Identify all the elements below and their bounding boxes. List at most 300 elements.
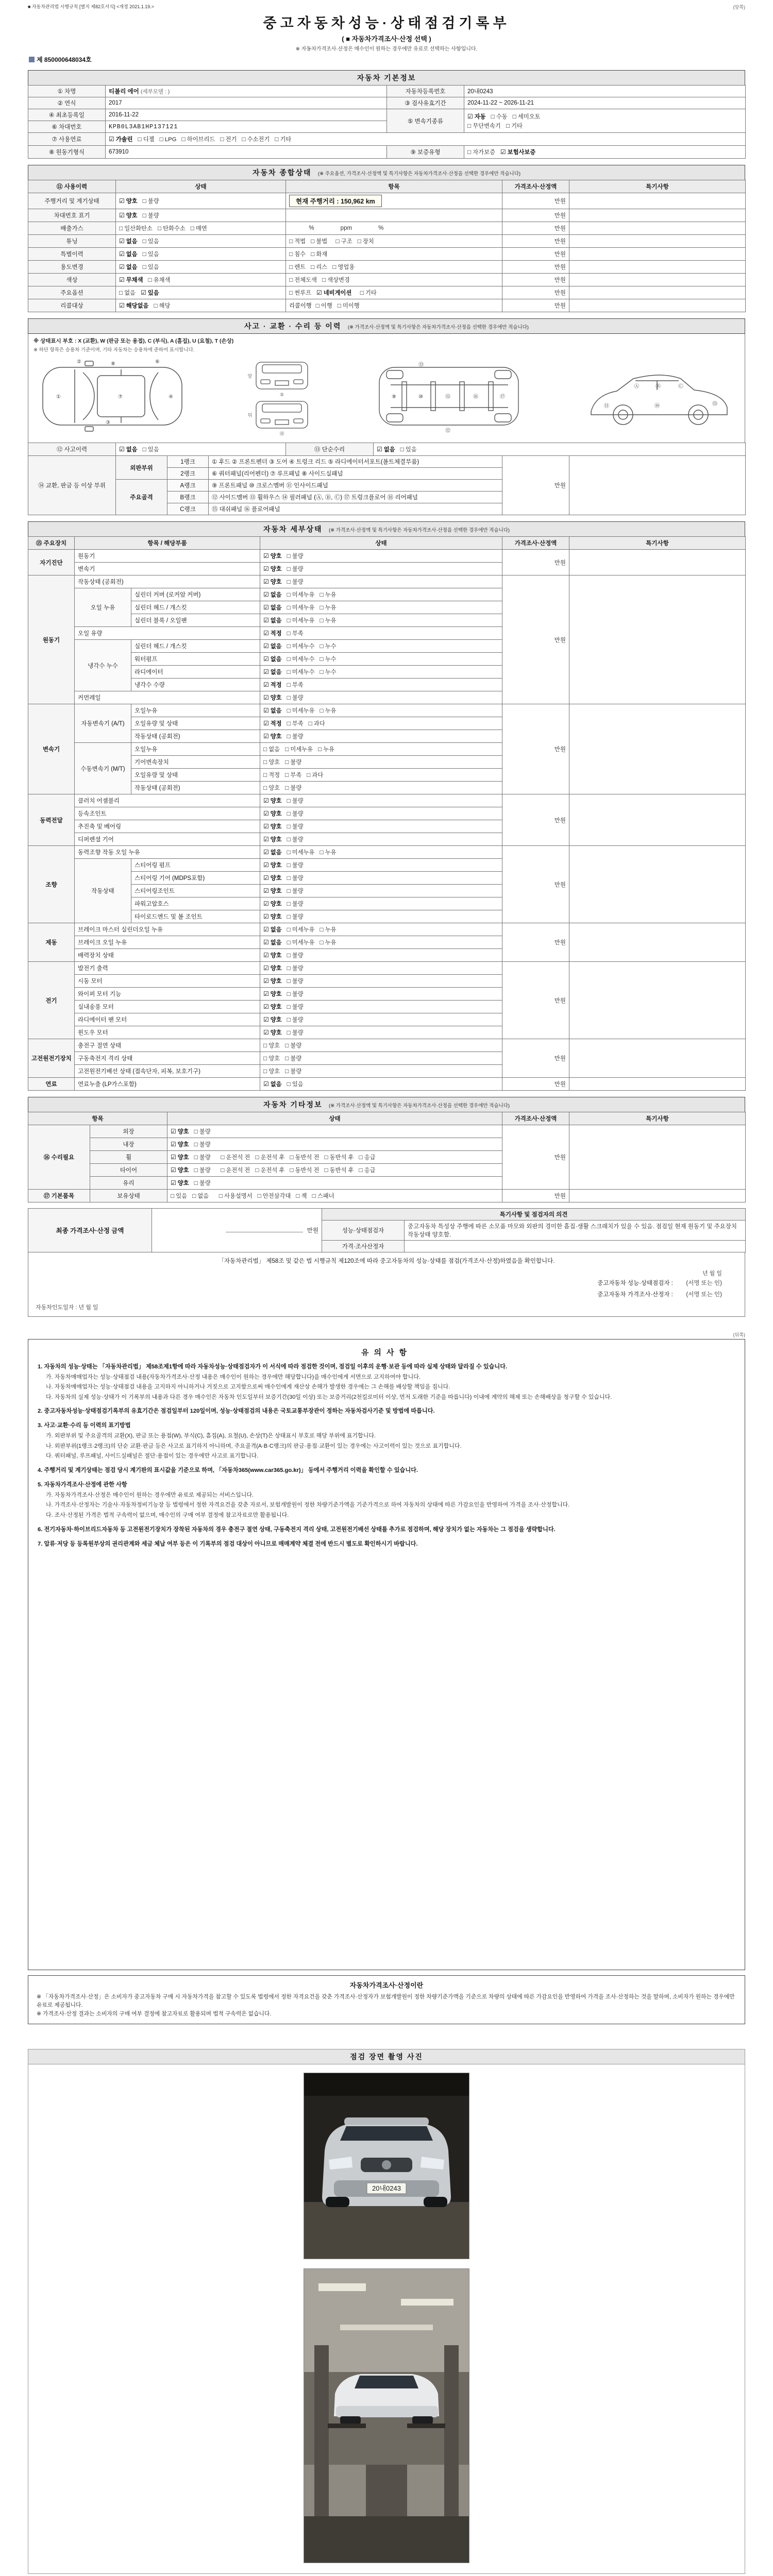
checkbox-option: ☑ 없음 [119,238,138,245]
unchecked-box-icon: □ [332,263,337,270]
usage-item-label: 튜닝 [28,235,116,248]
reg-no-label: 자동차등록번호 [387,86,464,97]
section-title: 자동차 세부상태 [263,525,323,533]
unchecked-box-icon: □ [320,939,324,946]
part-status [260,1026,502,1039]
remark-cell [569,222,746,235]
remark-cell [569,286,746,299]
fuel-label: ⑦ 사용연료 [28,133,106,146]
checkbox-option: □ 있음 [287,1080,304,1088]
unchecked-box-icon: □ [142,238,146,245]
unchecked-box-icon: □ [287,861,291,869]
etc-table: 항목 상태 가격조사·산정액 특기사항 ⑯ 수리필요 외장 ☑ 양호 □ 불량 만원 내장 ☑ 양호 □ 불량 휠 ☑ 양호 □ 불량 □ 운전석 전 □ 운전석 후 □ 동반석 전 □ 동반석 후 □ 응급 타이어 ☑ 양호 □ 불량 □ 운전석 전 □ 운전석 후 □ 동반석 전 □ 동반석 후 □ 응급 유리 ☑ 양호 □ 불량 ⑰ 기본품목 보유상태 □ 있음 □ 없음 □ 사용설명서 □ 안전삼각대 □ 잭 □ 스패너 만원 [28,1112,746,1202]
unchecked-box-icon: □ [357,238,361,245]
unchecked-box-icon: □ [263,1055,267,1062]
checkbox-option: □ 미세누유 [287,591,315,598]
unchecked-box-icon: □ [360,289,364,296]
unchecked-box-icon: □ [315,302,320,309]
remark-cell [569,550,746,575]
comprehensive-row [28,274,746,286]
svg-text:⑩: ⑩ [418,394,424,400]
part-status [260,614,502,627]
final-price-label: 최종 가격조사·산정 금액 [28,1209,152,1252]
checkbox-option: ☑ 양호 [263,861,282,869]
section-title: 점검 장면 촬영 사진 [350,2052,423,2061]
checkbox-option: □ LPG [159,135,177,143]
opinion-header: 특기사항 및 점검자의 의견 [322,1209,746,1221]
exchange-label: ⑭ 교환, 판금 등 이상 부위 [28,456,116,515]
comprehensive-header [28,165,745,180]
unchecked-box-icon: □ [311,263,315,270]
etc-group-name: ⑰ 기본품목 [28,1190,90,1202]
part-name: 클러치 어셈블리 [75,794,260,807]
checkbox-option: □ 전기 [220,135,237,143]
checkbox-option: ☑ 적정 [263,681,282,688]
usage-item-status [116,248,286,261]
checked-box-icon: ☑ [171,1179,176,1187]
unchecked-box-icon: □ [287,668,291,675]
unchecked-box-icon: □ [287,591,291,598]
rank-name: 1랭크 [167,456,209,468]
checked-box-icon: ☑ [263,630,269,637]
usage-item-label: 특별이력 [28,248,116,261]
comprehensive-row [28,222,746,235]
checked-box-icon: ☑ [263,720,269,727]
checkbox-option: ☑ 양호 [263,900,282,907]
svg-text:Ⓒ: Ⓒ [678,384,683,389]
checked-box-icon: ☑ [263,810,269,817]
unchecked-box-icon: □ [263,745,267,753]
checked-box-icon: ☑ [263,861,269,869]
engine-type-label: ⑧ 원동기형식 [28,146,106,159]
remark-cell [569,274,746,286]
checkbox-option: □ 불량 [287,900,304,907]
unchecked-box-icon: □ [287,823,291,830]
part-name: 브레이크 오일 누유 [75,936,260,949]
section-title: 사고 · 교환 · 수리 등 이력 [244,322,342,330]
checkbox-option: ☑ 없음 [119,446,138,453]
svg-text:⑬: ⑬ [418,362,424,368]
vin-value: KPB0L3AB1HP137121 [106,121,387,133]
final-price-table [28,1208,746,1252]
part-name: 오일누유 [131,743,260,756]
part-name: 파워고압호스 [131,897,260,910]
unchecked-box-icon: □ [142,446,146,453]
usage-item-label: 리콜대상 [28,299,116,312]
detail-row [28,1039,746,1052]
car-name: 티볼리 에어 [109,89,139,95]
part-status [260,1078,502,1091]
part-name: 디퍼렌셜 기어 [75,833,260,846]
part-name: 충전구 절연 상태 [75,1039,260,1052]
etc-part-name: 유리 [90,1177,167,1190]
unchecked-box-icon: □ [320,604,324,611]
part-name: 와이퍼 모터 기능 [75,988,260,1001]
unchecked-box-icon: □ [307,771,311,778]
price-unit-cell: 만원 [502,962,569,1039]
notice-item-sub: 가. 외판부위 및 주요골격의 교환(X), 판금 또는 용접(W), 부식(C), 흠집(A), 요철(U), 손상(T)은 상태표시 부호로 해당 부위에 표기합니다. [46,1433,376,1439]
page-marker-front: (앞쪽) [733,5,745,10]
etc-header [28,1097,745,1112]
opinion-inspector-label: 성능·상태점검자 [322,1221,405,1241]
unchecked-box-icon: □ [171,1192,175,1199]
svg-text:Ⓑ: Ⓑ [655,384,661,389]
checkbox-option: □ 불량 [287,861,304,869]
checkbox-option: □ 불량 [287,887,304,894]
checked-box-icon: ☑ [263,952,269,959]
section-title: 자동차 기타정보 [263,1100,323,1109]
checkbox-option: ☑ 없음 [263,1080,282,1088]
part-name: 타이로드엔드 및 볼 조인트 [131,910,260,923]
etc-row [28,1125,746,1138]
part-status [260,1001,502,1013]
checkbox-option: ☑ 네비게이션 [316,289,352,296]
year-value: 2017 [106,97,387,109]
checkbox-option: □ 누유 [320,617,337,624]
device-subgroup-name: 냉각수 누수 [75,640,131,691]
comprehensive-row [28,209,746,222]
checkbox-option: □ 누수 [320,668,337,675]
checkbox-option: □ 구조 [335,238,352,245]
unchecked-box-icon: □ [320,591,324,598]
section-note: (※ 주요옵션, 가격조사·산정액 및 특기사항은 자동차가격조사·산정을 선택한 경우에만 적습니다) [317,171,521,177]
svg-text:⑪: ⑪ [603,403,609,409]
odometer-value: 현재 주행거리 : 150,962 km [289,195,382,207]
comprehensive-row [28,286,746,299]
checkbox-option: □ 불량 [194,1141,211,1148]
etc-part-status [167,1151,502,1164]
price-unit-cell: 만원 [502,261,569,274]
svg-text:⑱: ⑱ [279,431,284,436]
price-unit-cell: 만원 [502,1190,569,1202]
checkbox-option: ☑ 양호 [263,552,282,560]
final-price-blank [226,1226,303,1232]
rank-name: B랭크 [167,492,209,503]
checkbox-option: ☑ 없음 [119,250,138,258]
checkbox-option: □ 불법 [311,238,328,245]
etc-section [28,1097,745,1202]
checkbox-option: ☑ 양호 [263,836,282,843]
part-status [260,653,502,666]
checkbox-option: □ 화재 [311,250,328,258]
device-group-name: 고전원전기장치 [28,1039,75,1078]
checkbox-option: □ 미세누유 [285,745,313,753]
checkbox-option: ☑ 양호 [171,1141,189,1148]
checkbox-option: □ 색상변경 [322,276,350,283]
checked-box-icon: ☑ [263,565,269,572]
checkbox-option: ☑ 없음 [263,668,282,675]
price-unit-cell: 만원 [502,274,569,286]
usage-item-label: 배출가스 [28,222,116,235]
checkbox-option: □ 누수 [320,655,337,663]
basic-info-table [28,85,746,159]
checkbox-option: □ 부족 [287,630,304,637]
unchecked-box-icon: □ [317,745,322,753]
device-subgroup-name: 수동변속기 (M/T) [75,743,131,794]
unchecked-box-icon: □ [194,1128,198,1135]
price-unit-cell: 만원 [502,222,569,235]
unchecked-box-icon: □ [255,1166,259,1174]
unchecked-box-icon: □ [287,1029,291,1036]
remark-cell [569,1125,746,1190]
part-name: 실린더 헤드 / 개스킷 [131,601,260,614]
checkbox-option: □ 기타 [360,289,377,296]
checkbox-option: □ 양호 [263,1067,280,1075]
part-status [260,601,502,614]
vin-label: ⑥ 차대번호 [28,121,106,133]
checkbox-option: □ 불량 [287,1003,304,1010]
unchecked-box-icon: □ [138,135,142,143]
checkbox-option: ☑ 가솔린 [109,135,133,143]
status-code-legend: ※ 상태표시 부호 : X (교환), W (판금 또는 용접), C (부식), A (흠집), U (요철), T (손상) [33,338,234,344]
part-status [260,897,502,910]
unchecked-box-icon: □ [142,212,146,219]
checkbox-option: ☑ 양호 [171,1154,189,1161]
usage-item-status [116,235,286,248]
notice-item-sub: 다. 쿼터패널, 루프패널, 사이드실패널은 절단·용접이 있는 경우에만 사고로 표기합니다. [46,1453,259,1460]
checked-box-icon: ☑ [119,212,125,219]
checkbox-option: □ 불량 [287,1029,304,1036]
seal-icon [29,57,35,62]
notice-item [38,1407,735,1416]
price-unit-cell: 만원 [502,794,569,846]
document-number-text: 제 850000648034호 [37,56,92,63]
unchecked-box-icon: □ [287,578,291,585]
unchecked-box-icon: □ [287,887,291,894]
unchecked-box-icon: □ [194,1179,198,1187]
unchecked-box-icon: □ [142,263,146,270]
section-title: 자동차 종합상태 [252,168,312,177]
checked-box-icon: ☑ [263,887,269,894]
part-name: 원동기 [75,550,260,563]
unchecked-box-icon: □ [287,964,291,972]
usage-item-label: 색상 [28,274,116,286]
svg-text:뒤: 뒤 [247,413,253,418]
notice-item [38,1526,735,1535]
checkbox-option: □ 불량 [142,212,159,219]
rank-parts: ⑨ 프론트패널 ⑩ 크로스멤버 ⑪ 인사이드패널 [209,480,502,492]
checkbox-option: □ 양호 [263,758,280,766]
checked-box-icon: ☑ [141,289,146,296]
price-unit-cell: 만원 [502,1078,569,1091]
checkbox-option: □ 누유 [320,604,337,611]
svg-text:⑦: ⑦ [118,394,123,400]
checked-box-icon: ☑ [263,874,269,882]
svg-text:⑥: ⑥ [155,359,160,365]
unchecked-box-icon: □ [119,289,123,296]
part-name: 발전기 출력 [75,962,260,975]
section-note: (※ 가격조사·산정액 및 특기사항은 자동차가격조사·산정을 선택한 경우에만 적습니다) [328,1103,510,1109]
unchecked-box-icon: □ [506,122,510,129]
detail-header [28,521,745,537]
checkbox-option: □ 운전석 전 [221,1154,250,1161]
usage-item-status [116,261,286,274]
checkbox-option: □ 과다 [307,771,324,778]
part-status [260,666,502,679]
checkbox-option: ☑ 양호 [263,823,282,830]
unchecked-box-icon: □ [287,990,291,997]
checkbox-option: □ 있음 [142,446,159,453]
unchecked-box-icon: □ [221,1166,225,1174]
checkbox-option: ☑ 없음 [263,655,282,663]
status-code-note: ※ 하단 항목은 승용차 기준이며, 기타 자동차는 승용차에 준하여 표시합니다. [33,347,195,353]
price-box-title: 자동차가격조사·산정이란 [349,1981,424,1989]
checkbox-option: □ 디젤 [138,135,155,143]
unchecked-box-icon: □ [221,1154,225,1161]
unchecked-box-icon: □ [287,694,291,701]
unchecked-box-icon: □ [263,784,267,791]
unchecked-box-icon: □ [287,681,291,688]
unchecked-box-icon: □ [512,112,516,120]
remark-cell [569,248,746,261]
usage-item-detail [286,193,502,209]
part-status [260,949,502,962]
unchecked-box-icon: □ [491,112,495,120]
etc-part-status [167,1138,502,1151]
checkbox-option: ☑ 없음 [263,617,282,624]
title-note: ※ 자동차가격조사·산정은 매수인이 원하는 경우에만 유료로 선택하는 사항입니다. [295,46,478,52]
checkbox-option: □ 미세누유 [287,926,315,933]
car-name-label: ① 차명 [28,86,106,97]
checked-box-icon: ☑ [263,617,269,624]
checkbox-option: ☑ 있음 [141,289,159,296]
checkbox-option: ☑ 양호 [171,1128,189,1135]
unchecked-box-icon: □ [287,1080,291,1088]
accident-history-label: ⑫ 사고이력 [28,443,116,456]
usage-item-status [116,193,286,209]
accident-section [28,318,745,515]
svg-text:③: ③ [106,420,110,426]
part-status [260,859,502,872]
title-block [28,12,745,52]
unchecked-box-icon: □ [287,720,291,727]
checkbox-option: □ 리스 [311,263,328,270]
checkbox-option: □ 불량 [287,797,304,804]
inspection-period-label: ③ 검사유효기간 [387,97,464,109]
unchecked-box-icon: □ [324,1166,328,1174]
checked-box-icon: ☑ [263,797,269,804]
part-name: 구동축전지 격리 상태 [75,1052,260,1065]
final-section [28,1208,745,1317]
checkbox-option: □ 불량 [194,1179,211,1187]
accident-history-checks [116,443,286,456]
unchecked-box-icon: □ [287,630,291,637]
rank-group: 주요골격 [116,480,167,515]
checkbox-option: □ 잭 [296,1192,307,1199]
checkbox-option: □ 적정 [263,771,280,778]
notice-item-sub: 나. 자동차매매업자는 성능·상태점검 내용을 고지하지 아니하거나 거짓으로 고지함으로써 매수인에게 재산상 손해가 발생한 경우에는 그 손해를 배상할 책임을 집니다. [46,1384,450,1391]
part-status [260,820,502,833]
checkbox-option: ☑ 양호 [119,197,138,205]
usage-item-detail [286,286,502,299]
unchecked-box-icon: □ [287,617,291,624]
checked-box-icon: ☑ [377,446,382,453]
usage-item-detail [286,261,502,274]
etc-part-status [167,1164,502,1177]
unchecked-box-icon: □ [287,939,291,946]
svg-text:⑫: ⑫ [445,428,451,434]
unchecked-box-icon: □ [157,225,162,232]
svg-text:①: ① [56,394,61,400]
unchecked-box-icon: □ [308,720,312,727]
unchecked-box-icon: □ [194,1166,198,1174]
svg-text:⑰: ⑰ [500,394,506,400]
checkbox-option: □ 불량 [287,694,304,701]
checkbox-option: □ 렌트 [289,263,306,270]
unchecked-box-icon: □ [242,135,246,143]
svg-text:20내0243: 20내0243 [372,2184,401,2192]
notice-item-head: 7. 압류·저당 등 등록원부상의 권리관계와 세금 체납 여부 등은 이 기록부의 점검 대상이 아니므로 매매계약 체결 전에 반드시 별도로 확인하시기 바랍니다. [38,1540,418,1547]
emission-blanks: % ppm % [289,225,384,231]
unchecked-box-icon: □ [322,276,326,283]
checkbox-option: ☑ 없음 [263,926,282,933]
unchecked-box-icon: □ [287,1016,291,1023]
checkbox-option: □ 해당 [154,302,171,309]
checkbox-option: □ 썬루프 [289,289,311,296]
svg-text:앞: 앞 [247,374,253,379]
part-status [260,988,502,1001]
checkbox-option: □ 탄화수소 [157,225,186,232]
checked-box-icon: ☑ [119,276,125,283]
unchecked-box-icon: □ [285,758,289,766]
checked-box-icon: ☑ [263,655,269,663]
etc-part-name: 보유상태 [90,1190,167,1202]
checkbox-option: ☑ 양호 [263,1016,282,1023]
rank-parts: ① 후드 ② 프론트펜더 ③ 도어 ④ 트렁크 리드 ⑤ 라디에이터서포트(볼트체결부품) [209,456,502,468]
checkbox-option: □ 없음 [119,289,136,296]
notice-item-sub: 다. 조사·산정된 가격은 법적 구속력이 없으며, 매수인의 구매 여부 결정에 참고자료로만 활용됩니다. [46,1512,289,1519]
checkbox-option: ☑ 양호 [263,578,282,585]
svg-text:Ⓐ: Ⓐ [633,384,639,389]
part-status [260,679,502,691]
usage-item-status [116,222,286,235]
simple-repair-checks [374,443,746,456]
detail-row [28,962,746,975]
usage-item-label: 주요옵션 [28,286,116,299]
remark-cell [569,1190,746,1202]
checkbox-option: □ 무단변속기 [467,122,501,129]
notice-item [38,1481,735,1520]
unchecked-box-icon: □ [263,1067,267,1075]
checkbox-option: □ 불량 [194,1166,211,1174]
unchecked-box-icon: □ [289,238,293,245]
checkbox-option: □ 누유 [320,849,337,856]
device-group-name: 조향 [28,846,75,923]
price-unit-cell: 만원 [502,846,569,923]
price-unit-cell: 만원 [502,248,569,261]
price-unit-cell: 만원 [502,235,569,248]
unchecked-box-icon: □ [311,238,315,245]
unchecked-box-icon: □ [220,135,224,143]
part-name: 오일유량 및 상태 [131,769,260,782]
part-name: 커먼레일 [75,691,260,704]
checkbox-option: □ 없음 [192,1192,209,1199]
checkbox-option: ☑ 무채색 [119,276,143,283]
part-status [260,923,502,936]
checkbox-option: □ 미세누유 [287,707,315,714]
checkbox-option: □ 불량 [194,1128,211,1135]
comprehensive-row [28,193,746,209]
signature-lines [36,1278,722,1301]
etc-row [28,1190,746,1202]
checked-box-icon: ☑ [263,926,269,933]
checkbox-option: □ 있음 [171,1192,188,1199]
checkbox-option: ☑ 자동 [467,112,486,120]
unchecked-box-icon: □ [119,225,123,232]
unchecked-box-icon: □ [320,655,324,663]
unchecked-box-icon: □ [320,849,324,856]
part-name: 실내송풍 모터 [75,1001,260,1013]
